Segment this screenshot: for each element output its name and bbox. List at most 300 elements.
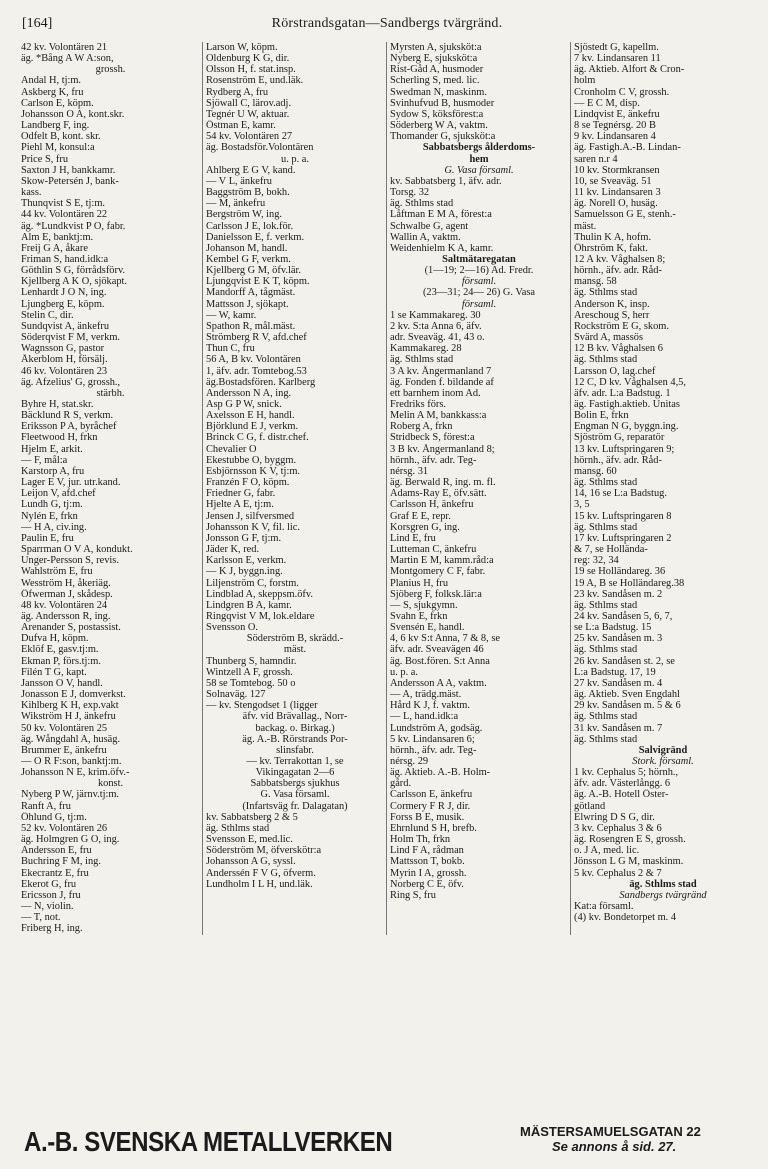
directory-entry-line: Anderssén F V G, öfverm. xyxy=(206,867,316,879)
directory-entry-line: Johansson O A, kont.skr. xyxy=(21,108,125,120)
directory-entry-line: Stridbeck S, förest:a xyxy=(390,432,475,444)
directory-entry-line: Ekestubbe O, byggm. xyxy=(206,454,297,466)
directory-entry-line: 54 kv. Volontären 27 xyxy=(206,131,293,143)
directory-entry-line: adr. Sveaväg. 41, 43 o. xyxy=(390,332,485,344)
directory-entry-line: 3 A kv. Ångermanland 7 xyxy=(390,365,492,377)
directory-entry-line: (4) kv. Bondetorpet m. 4 xyxy=(574,912,677,924)
directory-entry-line: Jonsson G F, tj:m. xyxy=(206,532,282,544)
directory-entry-line: Öhlund G, tj:m. xyxy=(21,811,87,823)
directory-entry-line: Ljungberg E, köpm. xyxy=(21,298,105,310)
directory-entry-line: Carlsson J E, lok.för. xyxy=(206,220,294,232)
directory-entry-line: Rydberg A, fru xyxy=(206,86,269,98)
directory-entry-line: hem xyxy=(469,153,489,165)
directory-entry-line: 1 kv. Cephalus 5; hörnh., xyxy=(574,767,679,779)
directory-entry-line: Leijon V, afd.chef xyxy=(21,488,96,500)
directory-entry-line: 9 kv. Lindansaren 4 xyxy=(574,131,656,143)
directory-entry-line: 19 A, B se Holländareg.38 xyxy=(574,577,685,589)
directory-entry-line: Lundholm I L H, und.läk. xyxy=(206,878,313,890)
directory-entry-line: Söderström B, skrädd.- xyxy=(246,633,344,645)
directory-entry-line: Odfelt B, kont. skr. xyxy=(21,131,101,143)
directory-column-4 xyxy=(570,42,754,935)
directory-entry-line: Lind E, fru xyxy=(390,532,436,544)
directory-entry-line: äg. Sthlms stad xyxy=(390,354,454,366)
directory-entry-line: Sundqvist A, änkefru xyxy=(21,320,110,332)
directory-entry-line: Baggström B, bokh. xyxy=(206,187,290,199)
directory-entry-line: äg. *Bång A W A:son, xyxy=(21,53,114,65)
advert-address: MÄSTERSAMUELSGATAN 22 xyxy=(520,1124,701,1139)
directory-entry-line: Eriksson P A, byråchef xyxy=(21,421,117,433)
directory-entry-line: Mattsson J, sjökapt. xyxy=(206,298,289,310)
directory-entry-line: Price S, fru xyxy=(21,153,69,165)
directory-entry-line: Friberg H, ing. xyxy=(21,923,83,935)
directory-entry-line: Thunqvist S E, tj:m. xyxy=(21,198,105,210)
directory-column-3 xyxy=(386,42,570,935)
directory-entry-line: Saxton J H, bankkamr. xyxy=(21,164,116,176)
directory-entry-line: Jäder K, red. xyxy=(206,544,260,556)
directory-entry-line: Sjöstedt G, kapellm. xyxy=(574,42,659,53)
directory-entry-line: Sparrman O V A, kondukt. xyxy=(21,544,133,556)
directory-entry-line: äg. Sthlms stad xyxy=(574,599,638,611)
directory-entry-line: Salvigränd xyxy=(638,744,688,756)
directory-entry-line: Östman E, kamr. xyxy=(206,120,276,132)
directory-entry-line: 13 kv. Luftspringaren 9; xyxy=(574,443,675,455)
directory-entry-line: (Infartsväg fr. Dalagatan) xyxy=(242,800,348,812)
directory-entry-line: äg. Fastigh.aktieb. Unitas xyxy=(574,399,680,410)
directory-entry-line: (1—19; 2—16) Ad. Fredr. xyxy=(424,265,534,277)
directory-entry-line: äfv. adr. Sveavägen 46 xyxy=(390,644,484,656)
directory-entry-line: 17 kv. Luftspringaren 2 xyxy=(574,532,672,544)
directory-entry-line: 19 se Holländareg. 36 xyxy=(574,566,666,578)
directory-entry-line: Nyberg P W, järnv.tj:m. xyxy=(21,789,120,801)
directory-entry-line: 58 se Tomtebog. 50 o xyxy=(206,677,296,689)
directory-entry-line: Hård K J, f. vaktm. xyxy=(390,700,470,712)
directory-entry-line: Ringqvist V M, lok.eldare xyxy=(206,610,315,622)
directory-entry-line: äg. Fastigh.A.-B. Lindan- xyxy=(574,142,681,154)
directory-entry-line: — K J, byggn.ing. xyxy=(206,566,283,578)
directory-entry-line: äg. Norell O, husäg. xyxy=(574,198,658,210)
directory-entry-line: Stelin C, dir. xyxy=(21,309,74,321)
directory-entry-line: gård. xyxy=(390,778,412,790)
directory-entry-line: Kjellberg A K O, sjökapt. xyxy=(21,276,128,288)
directory-entry-line: äg. Bost.fören. S:t Anna xyxy=(390,655,490,667)
directory-entry-line: Cormery F R J, dir. xyxy=(390,800,471,812)
directory-entry-line: Åkerblom H, försälj. xyxy=(21,354,108,366)
directory-entry-line: hörnh., äfv. adr. Råd- xyxy=(574,454,662,466)
directory-entry-line: Franzén F O, köpm. xyxy=(206,477,290,489)
advertisement-banner xyxy=(24,1124,738,1160)
directory-entry-line: Torsg. 32 xyxy=(390,187,430,199)
directory-entry-line: äfv. vid Brävallag., Norr- xyxy=(242,711,348,723)
directory-entry-line: — V L, änkefru xyxy=(206,175,272,187)
directory-entry-line: Jönsson L G M, maskinm. xyxy=(574,856,684,868)
directory-entry-line: Thulin K A, hofm. xyxy=(574,231,652,243)
directory-entry-line: Strömberg R V, afd.chef xyxy=(206,332,307,344)
directory-entry-line: Wahlström E, fru xyxy=(21,566,93,578)
directory-entry-line: — kv. Stengodset 1 (ligger xyxy=(206,700,318,712)
directory-entry-line: Göthlin S G, förrådsförv. xyxy=(21,265,126,277)
directory-entry-line: 48 kv. Volontären 24 xyxy=(21,599,108,611)
directory-entry-line: Öhrström K, fakt. xyxy=(574,242,648,254)
directory-entry-line: Låftman E M A, förest:a xyxy=(390,209,492,221)
directory-entry-line: mäst. xyxy=(283,644,307,656)
directory-entry-line: Svahn E, frkn xyxy=(390,610,448,622)
directory-entry-line: Bäcklund R S, verkm. xyxy=(21,410,114,422)
directory-entry-line: 12 A kv. Våghalsen 8; xyxy=(574,253,666,265)
directory-entry-line: 27 kv. Sandåsen m. 4 xyxy=(574,677,663,689)
directory-entry-line: Adams-Ray E, öfv.sätt. xyxy=(390,488,487,500)
directory-entry-line: — O R F:son, banktj:m. xyxy=(21,756,122,767)
directory-entry-line: ett barnhem inom Ad. xyxy=(390,387,481,399)
directory-entry-line: Martin E M, kamm.råd:a xyxy=(390,555,494,567)
directory-entry-line: äg. A.-B. Hotell Öster- xyxy=(574,789,669,801)
directory-entry-line: Axelsson E H, handl. xyxy=(206,410,295,422)
directory-entry-line: G. Vasa församl. xyxy=(444,164,514,176)
directory-entry-line: Areschoug S, herr xyxy=(574,309,650,321)
directory-entry-line: kv. Sabbatsberg 2 & 5 xyxy=(206,811,298,823)
directory-entry-line: Dufva H, köpm. xyxy=(21,633,89,645)
directory-entry-line: Ericsson J, fru xyxy=(21,889,81,901)
directory-entry-line: Lindgren B A, kamr. xyxy=(206,599,292,611)
advert-details xyxy=(520,1124,701,1154)
directory-entry-line: Bolin E, frkn xyxy=(574,410,629,422)
directory-entry-line: Svensson O. xyxy=(206,622,258,634)
directory-entry-line: Arenander S, postassist. xyxy=(21,622,121,634)
directory-entry-line: 25 kv. Sandåsen m. 3 xyxy=(574,633,663,645)
directory-entry-line: församl. xyxy=(461,298,497,310)
directory-entry-line: äg. Fonden f. bildande af xyxy=(390,376,494,388)
directory-entry-line: Ehrnlund S H, brefb. xyxy=(390,822,477,834)
directory-entry-line: 24 kv. Sandåsen 5, 6, 7, xyxy=(574,610,673,622)
directory-entry-line: Svärd A, massös xyxy=(574,332,643,344)
directory-entry-line: — L, hand.idk:a xyxy=(390,711,459,723)
directory-entry-line: Jonasson E J, domverkst. xyxy=(21,689,126,701)
directory-entry-line: Sjöström G, reparatör xyxy=(574,432,665,444)
directory-entry-line: Jansson O V, handl. xyxy=(21,677,103,689)
directory-entry-line: L:a Badstug. 17, 19 xyxy=(574,666,656,678)
directory-entry-line: Ring S, fru xyxy=(390,889,436,901)
directory-entry-line: 5 kv. Lindansaren 6; xyxy=(390,733,475,745)
directory-entry-line: Liljenström C, forstm. xyxy=(206,577,299,589)
directory-entry-line: u. p. a. xyxy=(281,153,309,165)
directory-entry-line: Nyberg E, sjuksköt:a xyxy=(390,53,478,65)
directory-entry-line: Sydow S, köksförest:a xyxy=(390,108,484,120)
directory-entry-line: äg. Wångdahl A, husäg. xyxy=(21,733,121,745)
directory-entry-line: Carlsson E, änkefru xyxy=(390,789,473,801)
directory-entry-line: äg. Sthlms stad xyxy=(206,822,270,834)
directory-entry-line: o. J A, med. lic. xyxy=(574,845,640,857)
directory-entry-line: 52 kv. Volontären 26 xyxy=(21,822,108,834)
directory-entry-line: 14, 16 se L:a Badstug. xyxy=(574,488,667,500)
directory-entry-line: Andersson E, fru xyxy=(21,845,92,857)
directory-entry-line: grossh. xyxy=(95,64,126,76)
directory-entry-line: äg. A.-B. Rörstrands Por- xyxy=(242,733,348,745)
directory-entry-line: Scherling S, med. lic. xyxy=(390,75,480,87)
directory-entry-line: Lindqvist E, änkefru xyxy=(574,108,660,120)
directory-columns xyxy=(18,42,756,935)
directory-entry-line: äg. Sthlms stad xyxy=(574,711,638,723)
directory-entry-line: 5 kv. Cephalus 2 & 7 xyxy=(574,867,662,879)
directory-entry-line: 10, se Sveaväg. 51 xyxy=(574,175,652,187)
directory-entry-line: 3 B kv. Ångermanland 8; xyxy=(390,443,495,455)
directory-entry-line: Vikingagatan 2—6 xyxy=(255,767,335,779)
directory-entry-line: 7 kv. Lindansaren 11 xyxy=(574,53,661,65)
directory-entry-line: nérsg. 31 xyxy=(390,465,429,477)
directory-entry-line: Lindblad A, skeppsm.öfv. xyxy=(206,588,313,600)
directory-entry-line: 29 kv. Sandåsen m. 5 & 6 xyxy=(574,700,681,712)
directory-entry-line: Esbjörnsson K V, tj:m. xyxy=(206,465,301,477)
directory-entry-line: hörnh., äfv. adr. Teg- xyxy=(390,744,477,756)
directory-entry-line: nérsg. 29 xyxy=(390,756,429,767)
directory-entry-line: Hjelm E, arkit. xyxy=(21,443,83,455)
page-title: Rörstrandsgatan—Sandbergs tvärgränd. xyxy=(271,16,503,31)
directory-entry-line: Melin A M, bankkass:a xyxy=(390,410,487,422)
directory-entry-line: Friman S, hand.idk:a xyxy=(21,253,109,265)
directory-entry-line: Sabbatsbergs ålderdoms- xyxy=(422,142,536,154)
directory-entry-line: 23 kv. Sandåsen m. 2 xyxy=(574,588,663,600)
directory-entry-line: holm xyxy=(574,75,596,87)
directory-entry-line: Buchring F M, ing. xyxy=(21,856,101,868)
directory-entry-line: konst. xyxy=(97,778,124,790)
directory-entry-line: Piehl M, konsul:a xyxy=(21,142,95,154)
directory-entry-line: Thunberg S, hamndir. xyxy=(206,655,297,667)
directory-entry-line: 2 kv. S:ta Anna 6, äfv. xyxy=(390,320,482,332)
directory-entry-line: 4, 6 kv S:t Anna, 7 & 8, se xyxy=(390,633,500,645)
directory-entry-line: Kat:a församl. xyxy=(574,901,634,913)
directory-entry-line: 12 C, D kv. Våghalsen 4,5, xyxy=(574,376,686,388)
directory-entry-line: — S, sjukgymn. xyxy=(390,599,458,611)
directory-entry-line: Sabbatsbergs sjukhus xyxy=(250,778,340,790)
directory-entry-line: äg. Sthlms stad xyxy=(574,477,638,489)
directory-entry-line: 46 kv. Volontären 23 xyxy=(21,365,108,377)
directory-entry-line: Filén T G, kapt. xyxy=(21,666,87,678)
directory-entry-line: Samuelsson G E, stenh.- xyxy=(574,209,676,221)
directory-entry-line: Öfwerman J, skådesp. xyxy=(21,588,113,600)
directory-entry-line: Johansson K V, fil. lic. xyxy=(206,521,301,533)
directory-entry-line: Wagnsson G, pastor xyxy=(21,343,105,355)
directory-entry-line: G. Vasa församl. xyxy=(260,789,330,801)
directory-entry-line: Ranft A, fru xyxy=(21,800,71,812)
directory-entry-line: Lenhardt J O N, ing. xyxy=(21,287,107,299)
directory-entry-line: Svinhufvud B, husmoder xyxy=(390,97,495,109)
directory-entry-line: Lager E V, jur. utr.kand. xyxy=(21,477,121,489)
directory-entry-line: Alm E, banktj:m. xyxy=(21,231,94,243)
directory-column-2 xyxy=(202,42,386,935)
directory-entry-line: u. p. a. xyxy=(390,666,418,678)
directory-entry-line: Nylén E, frkn xyxy=(21,510,78,522)
directory-entry-line: Freij G A, åkare xyxy=(21,242,88,254)
directory-entry-line: äg. Sthlms stad xyxy=(574,521,638,533)
directory-entry-line: Thun C, fru xyxy=(206,343,255,355)
directory-entry-line: äg. Sthlms stad xyxy=(390,198,454,210)
directory-entry-line: församl. xyxy=(461,276,497,288)
directory-entry-line: mansg. 58 xyxy=(574,276,617,288)
directory-entry-line: Svensson E, med.lic. xyxy=(206,834,293,846)
directory-entry-line: Cronholm C V, grossh. xyxy=(574,86,670,98)
directory-entry-line: hörnh., äfv. adr. Teg- xyxy=(390,454,477,466)
directory-entry-line: — M, änkefru xyxy=(206,198,266,210)
directory-entry-line: Sandbergs tvärgränd xyxy=(619,889,707,901)
directory-entry-line: (23—31; 24— 26) G. Vasa xyxy=(422,287,536,299)
advert-reference: Se annons å sid. 27. xyxy=(552,1139,677,1154)
directory-entry-line: Holm Th, frkn xyxy=(390,834,451,846)
directory-entry-line: Söderqvist F M, verkm. xyxy=(21,332,121,344)
directory-entry-line: Svensén E, handl. xyxy=(390,622,465,634)
directory-entry-line: Kammakareg. 28 xyxy=(390,343,462,355)
directory-entry-line: Montgomery C F, fabr. xyxy=(390,566,486,578)
directory-entry-line: äg. *Lundkvist P O, fabr. xyxy=(21,220,126,232)
directory-entry-line: äfv. adr. L:a Badstug. 1 xyxy=(574,387,671,399)
directory-entry-line: 11 kv. Lindansaren 3 xyxy=(574,187,661,199)
directory-entry-line: äg. Rosengren E S, grossh. xyxy=(574,834,686,846)
directory-entry-line: Björklund E J, verkm. xyxy=(206,421,299,433)
directory-page xyxy=(18,12,756,935)
directory-entry-line: Roberg A, frkn xyxy=(390,421,453,433)
directory-entry-line: Rosenström E, und.läk. xyxy=(206,75,304,87)
directory-entry-line: Jensen J, silfversmed xyxy=(206,510,295,522)
directory-entry-line: 10 kv. Stormkransen xyxy=(574,164,660,176)
directory-entry-line: äg.Bostadsfören. Karlberg xyxy=(206,376,316,388)
directory-entry-line: Andersson A A, vaktm. xyxy=(390,677,487,689)
directory-entry-line: Spathon R, mål.mäst. xyxy=(206,320,296,332)
directory-entry-line: 42 kv. Volontären 21 xyxy=(21,42,108,53)
directory-entry-line: Danielsson E, f. verkm. xyxy=(206,231,305,243)
directory-entry-line: kv. Sabbatsberg 1, äfv. adr. xyxy=(390,175,502,187)
directory-entry-line: — A, trädg.mäst. xyxy=(390,689,462,701)
directory-entry-line: Paulin E, fru xyxy=(21,532,74,544)
directory-entry-line: Hjelte A E, tj:m. xyxy=(206,499,274,511)
directory-entry-line: Kembel G F, verkm. xyxy=(206,253,291,265)
directory-entry-line: Eklöf E, gasv.tj:m. xyxy=(21,644,99,656)
directory-entry-line: Karlsson E, verkm. xyxy=(206,555,287,567)
directory-entry-line: 12 B kv. Våghalsen 6 xyxy=(574,343,663,355)
directory-entry-line: — T, not. xyxy=(21,912,61,924)
directory-entry-line: Brinck C G, f. distr.chef. xyxy=(206,432,309,444)
directory-entry-line: Rist-Gåd A, husmoder xyxy=(390,64,484,76)
directory-entry-line: Söderberg W A, vaktm. xyxy=(390,120,488,132)
directory-entry-line: Ahlberg E G V, kand. xyxy=(206,164,296,176)
directory-entry-line: — W, kamr. xyxy=(206,309,257,321)
directory-entry-line: äg. Andersson R, ing. xyxy=(21,610,111,622)
directory-entry-line: Bergström W, ing. xyxy=(206,209,283,221)
directory-entry-line: Johanson M, handl. xyxy=(206,242,288,254)
directory-entry-line: äg. Sthlms stad xyxy=(574,354,638,366)
directory-entry-line: & 7, se Hollända- xyxy=(574,544,648,556)
directory-entry-line: Planius H, fru xyxy=(390,577,449,589)
directory-entry-line: Andal H, tj:m. xyxy=(21,75,82,87)
directory-entry-line: äg. Sthlms stad xyxy=(574,287,638,299)
directory-entry-line: Johansson A G, syssl. xyxy=(206,856,296,868)
directory-entry-line: Mandorff A, tågmäst. xyxy=(206,287,296,299)
directory-entry-line: Myrsten A, sjuksköt:a xyxy=(390,42,482,53)
directory-entry-line: Söderström M, öfverskötr:a xyxy=(206,845,322,857)
directory-entry-line: Korsgren G, ing. xyxy=(390,521,460,533)
directory-entry-line: 1 se Kammakareg. 30 xyxy=(390,309,481,321)
directory-entry-line: Wintzell A F, grossh. xyxy=(206,666,293,678)
directory-entry-line: Norberg C E, öfv. xyxy=(390,878,464,890)
directory-entry-line: Mattsson T, bokb. xyxy=(390,856,465,868)
directory-entry-line: — H A, civ.ing. xyxy=(21,521,87,533)
directory-entry-line: Tegnér U W, aktuar. xyxy=(206,108,290,120)
directory-entry-line: Ekman P, förs.tj:m. xyxy=(21,655,101,667)
directory-entry-line: äg. Holmgren G O, ing. xyxy=(21,834,120,846)
directory-entry-line: Graf E E, repr. xyxy=(390,510,451,522)
directory-entry-line: Kihlberg K H, exp.vakt xyxy=(21,700,119,712)
directory-entry-line: Oldenburg K G, dir. xyxy=(206,53,290,65)
directory-entry-line: äg. Aktieb. Sven Engdahl xyxy=(574,689,680,701)
directory-entry-line: Chevalier O xyxy=(206,443,257,455)
directory-entry-line: Skow-Petersén J, bank- xyxy=(21,175,119,187)
directory-entry-line: Ljungqvist E K T, köpm. xyxy=(206,276,310,288)
directory-entry-line: äfv. adr. Västerlångg. 6 xyxy=(574,778,671,790)
directory-entry-line: Fleetwood H, frkn xyxy=(21,432,98,444)
directory-entry-line: Friedner G, fabr. xyxy=(206,488,276,500)
directory-entry-line: — N, violin. xyxy=(21,901,74,913)
directory-entry-line: Larsson O, lag.chef xyxy=(574,365,656,377)
directory-entry-line: Lind F A, rådman xyxy=(390,845,464,857)
directory-entry-line: Ekerot G, fru xyxy=(21,878,77,890)
directory-entry-line: Ekecrantz E, fru xyxy=(21,867,89,879)
directory-entry-line: Thomander G, sjuksköt:a xyxy=(390,131,496,143)
directory-entry-line: 1, äfv. adr. Tomtebog.53 xyxy=(206,365,307,377)
directory-entry-line: Engman N G, byggn.ing. xyxy=(574,421,679,433)
directory-entry-line: Weidenhielm K A, kamr. xyxy=(390,242,494,254)
directory-entry-line: äg. Sthlms stad xyxy=(574,733,638,745)
directory-entry-line: stärbh. xyxy=(96,387,125,399)
directory-entry-line: Johansson N E, krim.öfv.- xyxy=(21,767,130,779)
directory-entry-line: Larson W, köpm. xyxy=(206,42,278,53)
directory-entry-line: Carlsson H, änkefru xyxy=(390,499,474,511)
directory-entry-line: saren n.r 4 xyxy=(574,153,618,165)
directory-entry-line: Kjellberg G M, öfv.lär. xyxy=(206,265,301,277)
directory-entry-line: 50 kv. Volontären 25 xyxy=(21,722,108,734)
directory-entry-line: äg. Aktieb. Alfort & Cron- xyxy=(574,64,685,76)
directory-entry-line: Landberg F, ing. xyxy=(21,120,90,132)
directory-entry-line: Myrin I A, grossh. xyxy=(390,867,467,879)
directory-entry-line: 8 se Tegnérsg. 20 B xyxy=(574,120,656,132)
directory-entry-line: Elwring D S G, dir. xyxy=(574,811,655,823)
directory-entry-line: Byhre H, stat.skr. xyxy=(21,399,94,410)
directory-entry-line: reg: 32, 34 xyxy=(574,555,619,567)
directory-entry-line: äg. Sthlms stad xyxy=(629,878,697,890)
directory-entry-line: Karstorp A, fru xyxy=(21,465,85,477)
directory-entry-line: äg. Afzelius' G, grossh., xyxy=(21,376,121,388)
directory-entry-line: Brummer E, änkefru xyxy=(21,744,107,756)
directory-entry-line: — kv. Terrakottan 1, se xyxy=(246,756,344,767)
directory-entry-line: Rockström E G, skom. xyxy=(574,320,669,332)
directory-entry-line: äg. Sthlms stad xyxy=(574,644,638,656)
directory-entry-line: 56 A, B kv. Volontären xyxy=(206,354,301,366)
advert-company-name: A.-B. SVENSKA METALLVERKEN xyxy=(24,1126,393,1157)
directory-entry-line: Sjöwall C, lärov.adj. xyxy=(206,97,292,109)
directory-entry-line: Schwalbe G, agent xyxy=(390,220,469,232)
directory-entry-line: äg. Aktieb. A.-B. Holm- xyxy=(390,767,491,779)
directory-entry-line: götland xyxy=(574,800,606,812)
directory-entry-line: Carlson E, köpm. xyxy=(21,97,94,109)
directory-entry-line: Stork. församl. xyxy=(632,756,694,767)
directory-entry-line: mäst. xyxy=(574,220,597,232)
directory-entry-line: Fredriks förs. xyxy=(390,399,446,410)
directory-entry-line: Lundström A, godsäg. xyxy=(390,722,483,734)
directory-entry-line: Solnaväg. 127 xyxy=(206,689,266,701)
directory-entry-line: hörnh., äfv. adr. Råd- xyxy=(574,265,662,277)
directory-entry-line: Olsson H, f. stat.insp. xyxy=(206,64,296,76)
directory-entry-line: Anderson K, insp. xyxy=(574,298,650,310)
directory-entry-line: Wallin A, vaktm. xyxy=(390,231,461,243)
directory-entry-line: äg. Berwald R, ing. m. fl. xyxy=(390,477,496,489)
directory-entry-line: Forss B E, musik. xyxy=(390,811,465,823)
directory-entry-line: Wikström H J, änkefru xyxy=(21,711,116,723)
directory-entry-line: se L:a Badstug. 15 xyxy=(574,622,652,634)
